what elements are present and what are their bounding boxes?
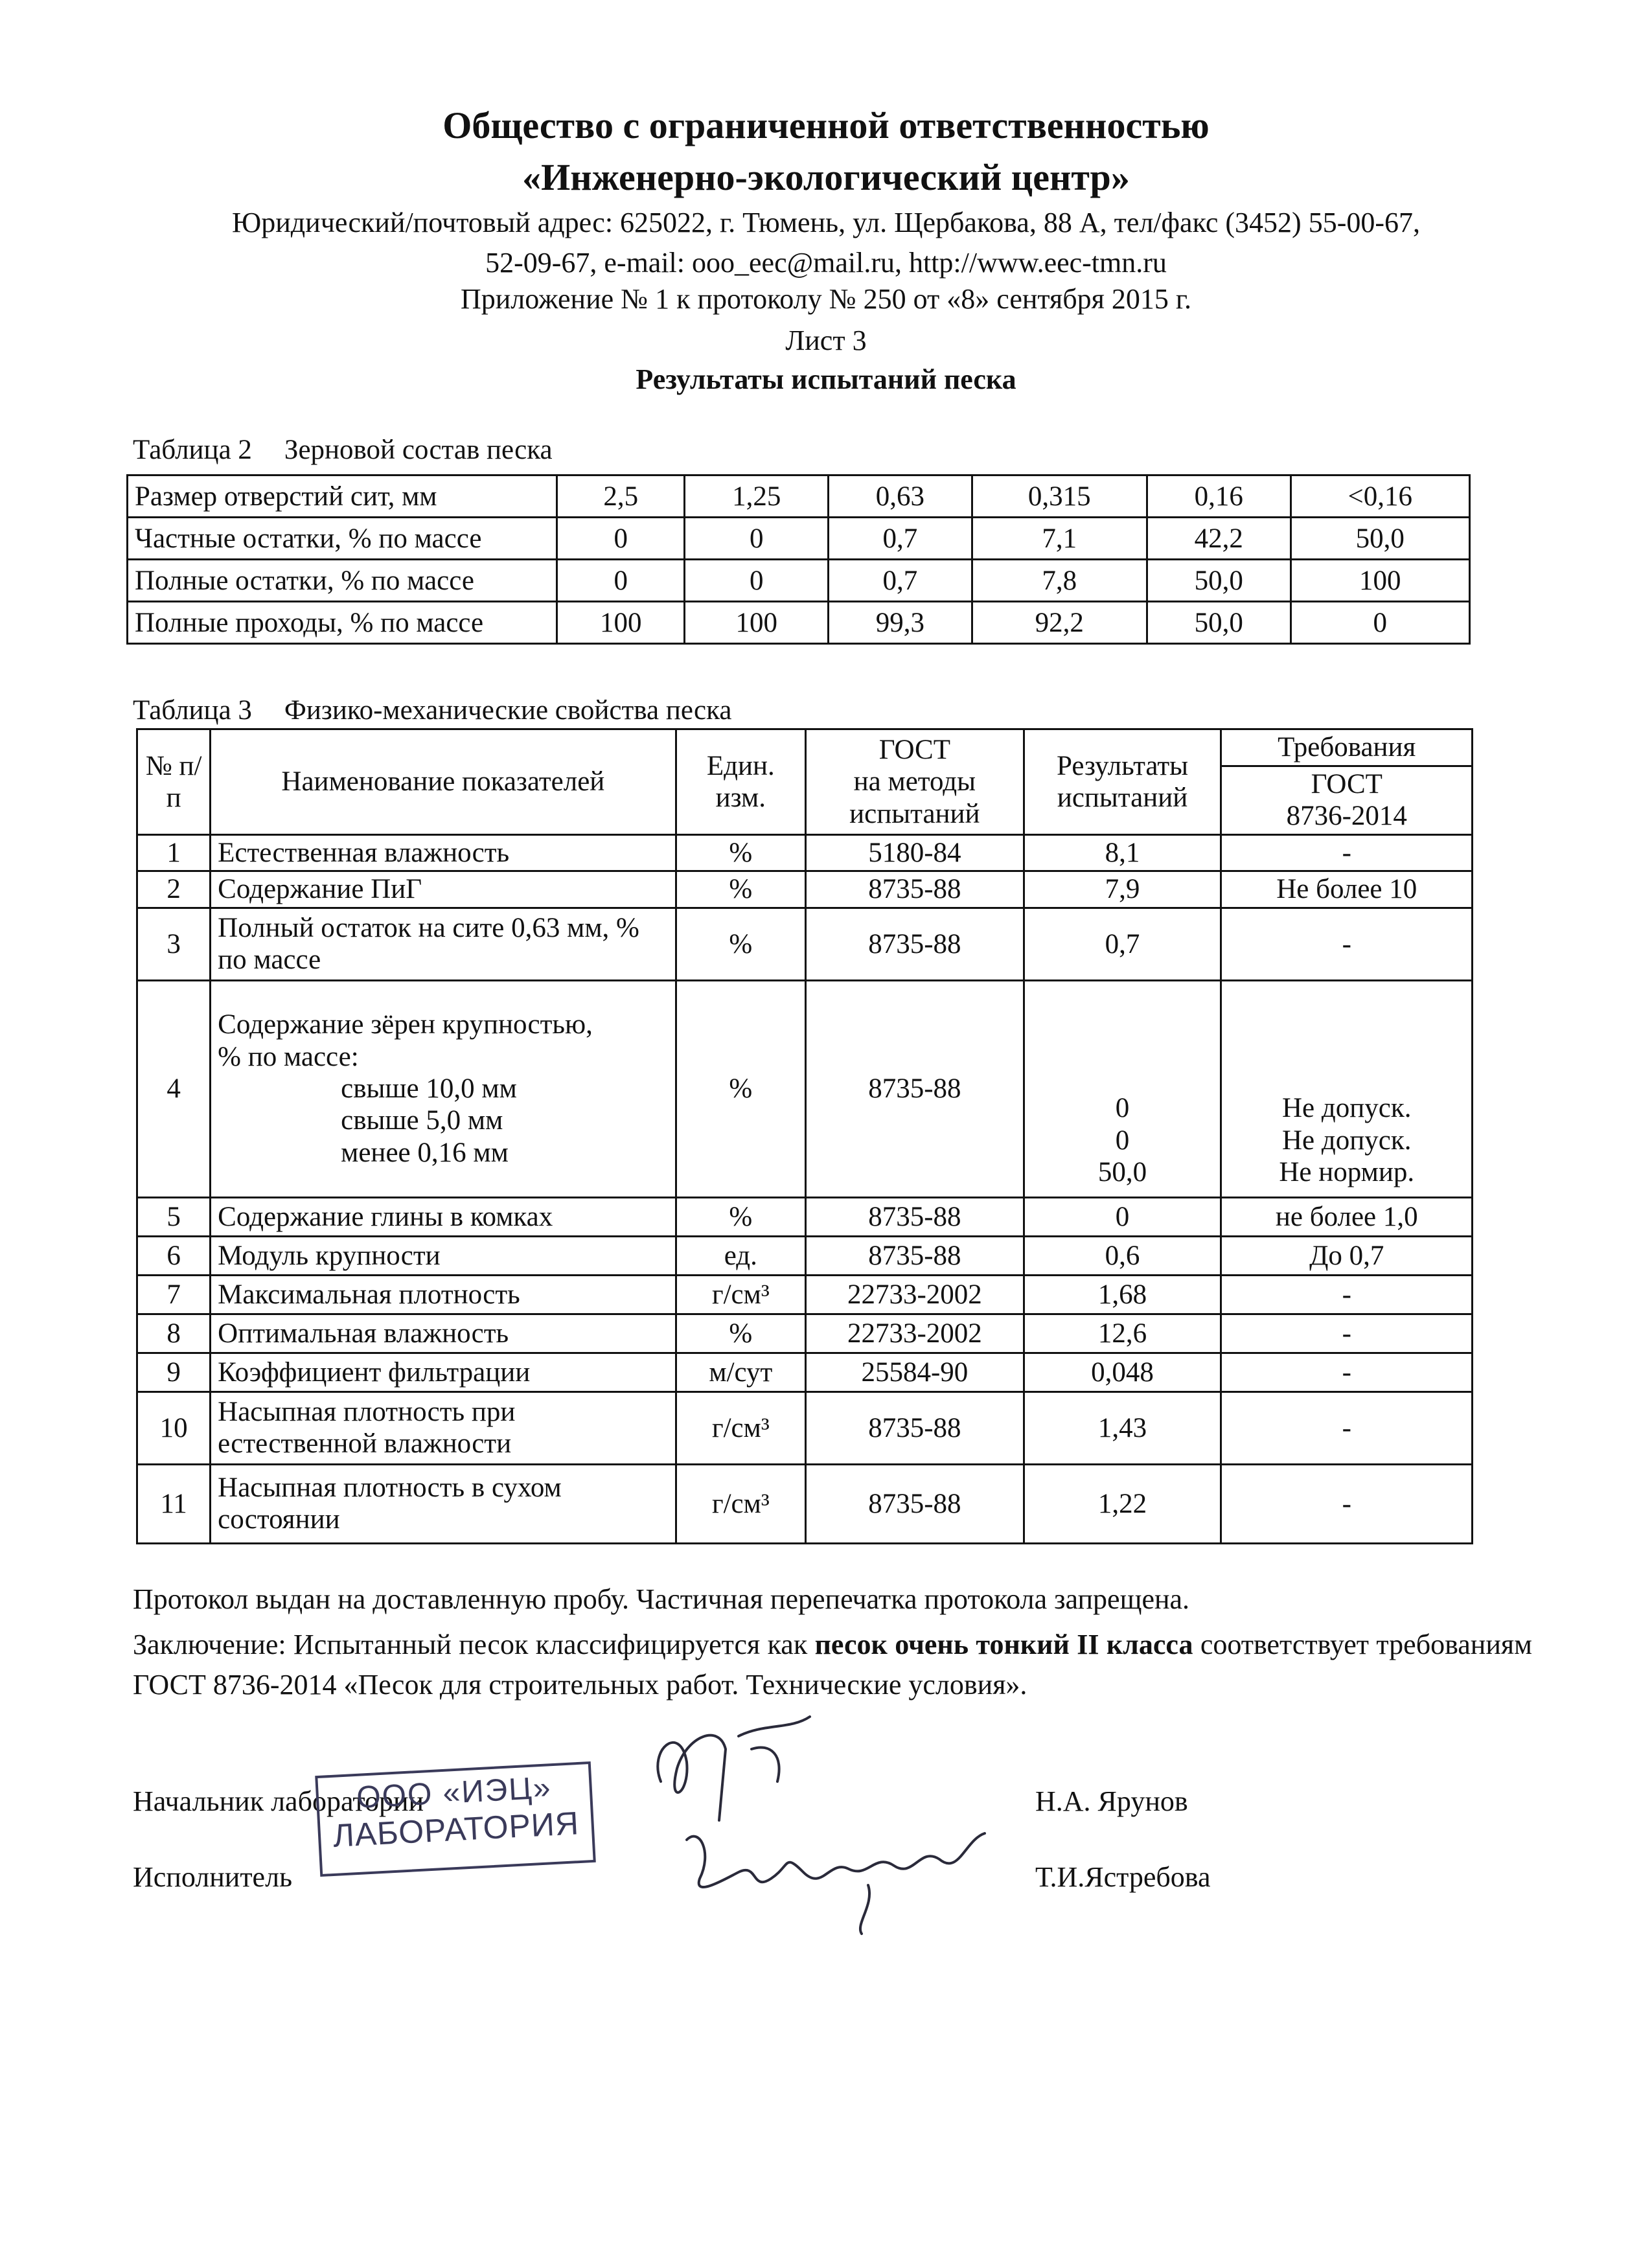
- row-requirement: -: [1221, 1314, 1473, 1353]
- table-row: [128, 602, 1470, 644]
- row-unit: ед.: [676, 1236, 806, 1275]
- row-name: Естественная влажность: [211, 834, 676, 871]
- table-cell: 50,0: [1291, 518, 1469, 560]
- results-title: Результаты испытаний песка: [636, 363, 1016, 395]
- row-unit: %: [676, 834, 806, 871]
- row-requirement: -: [1221, 1464, 1473, 1543]
- table-cell: 99,3: [829, 602, 972, 644]
- physical-properties-table: [136, 728, 1473, 1544]
- row-requirement: не более 1,0: [1221, 1197, 1473, 1236]
- table-row: [128, 475, 1470, 518]
- row-num: 5: [137, 1197, 211, 1236]
- table-row: [137, 1236, 1473, 1275]
- table-cell: 100: [557, 602, 685, 644]
- conclusion-prefix: Заключение: Испытанный песок классифицируется как: [133, 1629, 815, 1660]
- row-gost: 22733-2002: [806, 1314, 1024, 1353]
- table-cell: 1,25: [685, 475, 829, 518]
- row-gost: 25584-90: [806, 1353, 1024, 1392]
- row-name-line2: % по массе:: [218, 1041, 359, 1072]
- stamp-line2: ЛАБОРАТОРИЯ: [332, 1805, 580, 1854]
- row-result: 7,9: [1024, 871, 1221, 908]
- row-requirement: -: [1221, 1392, 1473, 1464]
- row-name: Модуль крупности: [211, 1236, 676, 1275]
- table-row: [137, 834, 1473, 871]
- table2-caption-title: Зерновой состав песка: [284, 435, 553, 465]
- row-result: 1,68: [1024, 1275, 1221, 1314]
- row-requirement: -: [1221, 834, 1473, 871]
- col-header-gost-l3: испытаний: [849, 798, 980, 829]
- col-header-result-l2: испытаний: [1057, 782, 1188, 813]
- conclusion-suffix: соответствует требованиям ГОСТ 8736-2014 «Песок для строительных работ. Технические условия».: [133, 1629, 1532, 1701]
- row-req-3: Не нормир.: [1279, 1157, 1415, 1188]
- row-result: 0,7: [1024, 908, 1221, 980]
- row-name-sub3: менее 0,16 мм: [341, 1137, 509, 1168]
- row-requirement: -: [1221, 1275, 1473, 1314]
- row-result-3: 50,0: [1097, 1157, 1147, 1188]
- col-header-gost-l1: ГОСТ: [878, 734, 951, 765]
- col-header-gost-l2: на методы: [853, 766, 976, 797]
- row-result-1: 0: [1115, 1093, 1130, 1124]
- row-name-sub2: свыше 5,0 мм: [341, 1105, 503, 1136]
- protocol-note: Протокол выдан на доставленную пробу. Частичная перепечатка протокола запрещена.: [133, 1583, 1190, 1615]
- table-row: [137, 1353, 1473, 1392]
- row-requirement: До 0,7: [1221, 1236, 1473, 1275]
- conclusion: [133, 1625, 1532, 1704]
- table-cell: 0: [1291, 602, 1469, 644]
- row-gost: 8735-88: [806, 1197, 1024, 1236]
- table-cell: 0,315: [972, 475, 1147, 518]
- row-req-1: Не допуск.: [1281, 1093, 1412, 1124]
- col-header-req-gost-l2: 8736-2014: [1286, 801, 1407, 832]
- row-unit: %: [676, 871, 806, 908]
- role-executor: Исполнитель: [133, 1861, 293, 1893]
- row-result: 0,048: [1024, 1353, 1221, 1392]
- row-gost: 22733-2002: [806, 1275, 1024, 1314]
- row-num: 10: [137, 1392, 211, 1464]
- table2-caption: [133, 434, 553, 466]
- row-result: 0,6: [1024, 1236, 1221, 1275]
- row-label: Размер отверстий сит, мм: [128, 475, 557, 518]
- row-gost: 8735-88: [806, 1236, 1024, 1275]
- row-result: 12,6: [1024, 1314, 1221, 1353]
- table3-caption: [133, 694, 731, 726]
- table-cell: 100: [1291, 560, 1469, 602]
- row-name: Оптимальная влажность: [211, 1314, 676, 1353]
- table3-caption-title: Физико-механические свойства песка: [284, 695, 732, 726]
- row-result: 0: [1024, 1197, 1221, 1236]
- row-unit: г/см³: [676, 1275, 806, 1314]
- row-num: 6: [137, 1236, 211, 1275]
- table-cell: 0,63: [829, 475, 972, 518]
- row-gost: 5180-84: [806, 834, 1024, 871]
- grain-composition-table: [126, 474, 1471, 645]
- row-unit: %: [676, 1314, 806, 1353]
- table-cell: 100: [685, 602, 829, 644]
- row-name: Содержание ПиГ: [211, 871, 676, 908]
- row-num: 1: [137, 834, 211, 871]
- row-name: Содержание глины в комках: [211, 1197, 676, 1236]
- table-cell: 42,2: [1147, 518, 1291, 560]
- row-num: 4: [137, 980, 211, 1197]
- row-unit: %: [676, 1197, 806, 1236]
- col-header-unit-l1: Един.: [706, 750, 775, 781]
- row-result: [1024, 980, 1221, 1197]
- row-name-sub1: свыше 10,0 мм: [341, 1073, 517, 1105]
- col-header-result-l1: Результаты: [1057, 750, 1189, 781]
- table-row: [137, 871, 1473, 908]
- org-name-line2: «Инженерно-экологический центр»: [522, 156, 1130, 198]
- row-gost: 8735-88: [806, 1392, 1024, 1464]
- row-label: Полные остатки, % по массе: [128, 560, 557, 602]
- table-row: [137, 1314, 1473, 1353]
- col-header-req-gost: [1221, 766, 1473, 835]
- table-cell: 7,1: [972, 518, 1147, 560]
- table-row: [128, 560, 1470, 602]
- table-header-row: [137, 729, 1473, 766]
- table-cell: 7,8: [972, 560, 1147, 602]
- row-result: 8,1: [1024, 834, 1221, 871]
- row-num: 7: [137, 1275, 211, 1314]
- table-cell: 2,5: [557, 475, 685, 518]
- row-name: Полный остаток на сите 0,63 мм, % по массе: [211, 908, 676, 980]
- col-header-req-gost-l1: ГОСТ: [1311, 769, 1382, 799]
- table-row: [137, 1275, 1473, 1314]
- row-gost: 8735-88: [806, 1464, 1024, 1543]
- appendix-line: Приложение № 1 к протоколу № 250 от «8» сентября 2015 г.: [460, 283, 1191, 315]
- table3-caption-number: Таблица 3: [133, 695, 252, 726]
- row-label: Частные остатки, % по массе: [128, 518, 557, 560]
- row-requirement: Не более 10: [1221, 871, 1473, 908]
- table-cell: 0: [685, 560, 829, 602]
- table-cell: 0,7: [829, 560, 972, 602]
- table-cell: 0,7: [829, 518, 972, 560]
- org-address-line1: Юридический/почтовый адрес: 625022, г. Тюмень, ул. Щербакова, 88 А, тел/факс (3452) 55-00-67,: [232, 207, 1420, 238]
- signature-executor: [674, 1814, 998, 1937]
- table-cell: 0: [685, 518, 829, 560]
- row-num: 11: [137, 1464, 211, 1543]
- sheet-number: Лист 3: [785, 325, 867, 356]
- row-name: Насыпная плотность в сухом состоянии: [211, 1464, 676, 1543]
- role-lab-head: Начальник лаборатории: [133, 1785, 424, 1817]
- col-header-gost: [806, 729, 1024, 835]
- col-header-name: Наименование показателей: [211, 729, 676, 835]
- col-header-unit-l2: изм.: [715, 782, 766, 813]
- row-gost: 8735-88: [806, 908, 1024, 980]
- name-lab-head: Н.А. Ярунов: [1035, 1785, 1188, 1817]
- col-header-num: № п/п: [137, 729, 211, 835]
- table-cell: 0: [557, 560, 685, 602]
- row-result: 1,22: [1024, 1464, 1221, 1543]
- table-cell: <0,16: [1291, 475, 1469, 518]
- name-executor: Т.И.Ястребова: [1035, 1861, 1211, 1893]
- row-req-2: Не допуск.: [1281, 1125, 1412, 1156]
- table-cell: 92,2: [972, 602, 1147, 644]
- row-num: 3: [137, 908, 211, 980]
- table-cell: 50,0: [1147, 560, 1291, 602]
- row-unit: м/сут: [676, 1353, 806, 1392]
- row-num: 2: [137, 871, 211, 908]
- row-name: [211, 980, 676, 1197]
- col-header-result: [1024, 729, 1221, 835]
- row-requirement: -: [1221, 1353, 1473, 1392]
- row-name: Насыпная плотность при естественной влажности: [211, 1392, 676, 1464]
- row-requirement: -: [1221, 908, 1473, 980]
- row-requirement: [1221, 980, 1473, 1197]
- row-gost: 8735-88: [806, 980, 1024, 1197]
- table-cell: 50,0: [1147, 602, 1291, 644]
- row-unit: г/см³: [676, 1392, 806, 1464]
- row-unit: г/см³: [676, 1464, 806, 1543]
- table-cell: 0: [557, 518, 685, 560]
- laboratory-stamp: [315, 1761, 596, 1877]
- row-result-2: 0: [1115, 1125, 1130, 1156]
- row-num: 9: [137, 1353, 211, 1392]
- org-address-line2: 52-09-67, e-mail: ooo_eec@mail.ru, http://www.eec-tmn.ru: [485, 247, 1167, 279]
- row-label: Полные проходы, % по массе: [128, 602, 557, 644]
- row-unit: %: [676, 980, 806, 1197]
- table-row: [137, 1197, 1473, 1236]
- table-row: [137, 908, 1473, 980]
- table-row: [137, 1392, 1473, 1464]
- col-header-unit: [676, 729, 806, 835]
- row-name: Коэффициент фильтрации: [211, 1353, 676, 1392]
- row-num: 8: [137, 1314, 211, 1353]
- table-cell: 0,16: [1147, 475, 1291, 518]
- row-result: 1,43: [1024, 1392, 1221, 1464]
- row-name: Максимальная плотность: [211, 1275, 676, 1314]
- stamp-line1: ООО «ИЭЦ»: [356, 1770, 553, 1815]
- table-row: [137, 1464, 1473, 1543]
- row-gost: 8735-88: [806, 871, 1024, 908]
- org-name-line1: Общество с ограниченной ответственностью: [442, 104, 1210, 146]
- table2-caption-number: Таблица 2: [133, 435, 252, 465]
- col-header-requirements: Требования: [1221, 729, 1473, 766]
- table-row: [128, 518, 1470, 560]
- table-row: [137, 980, 1473, 1197]
- row-name-line1: Содержание зёрен крупностью,: [218, 1009, 593, 1040]
- row-unit: %: [676, 908, 806, 980]
- conclusion-classification: песок очень тонкий II класса: [814, 1629, 1193, 1660]
